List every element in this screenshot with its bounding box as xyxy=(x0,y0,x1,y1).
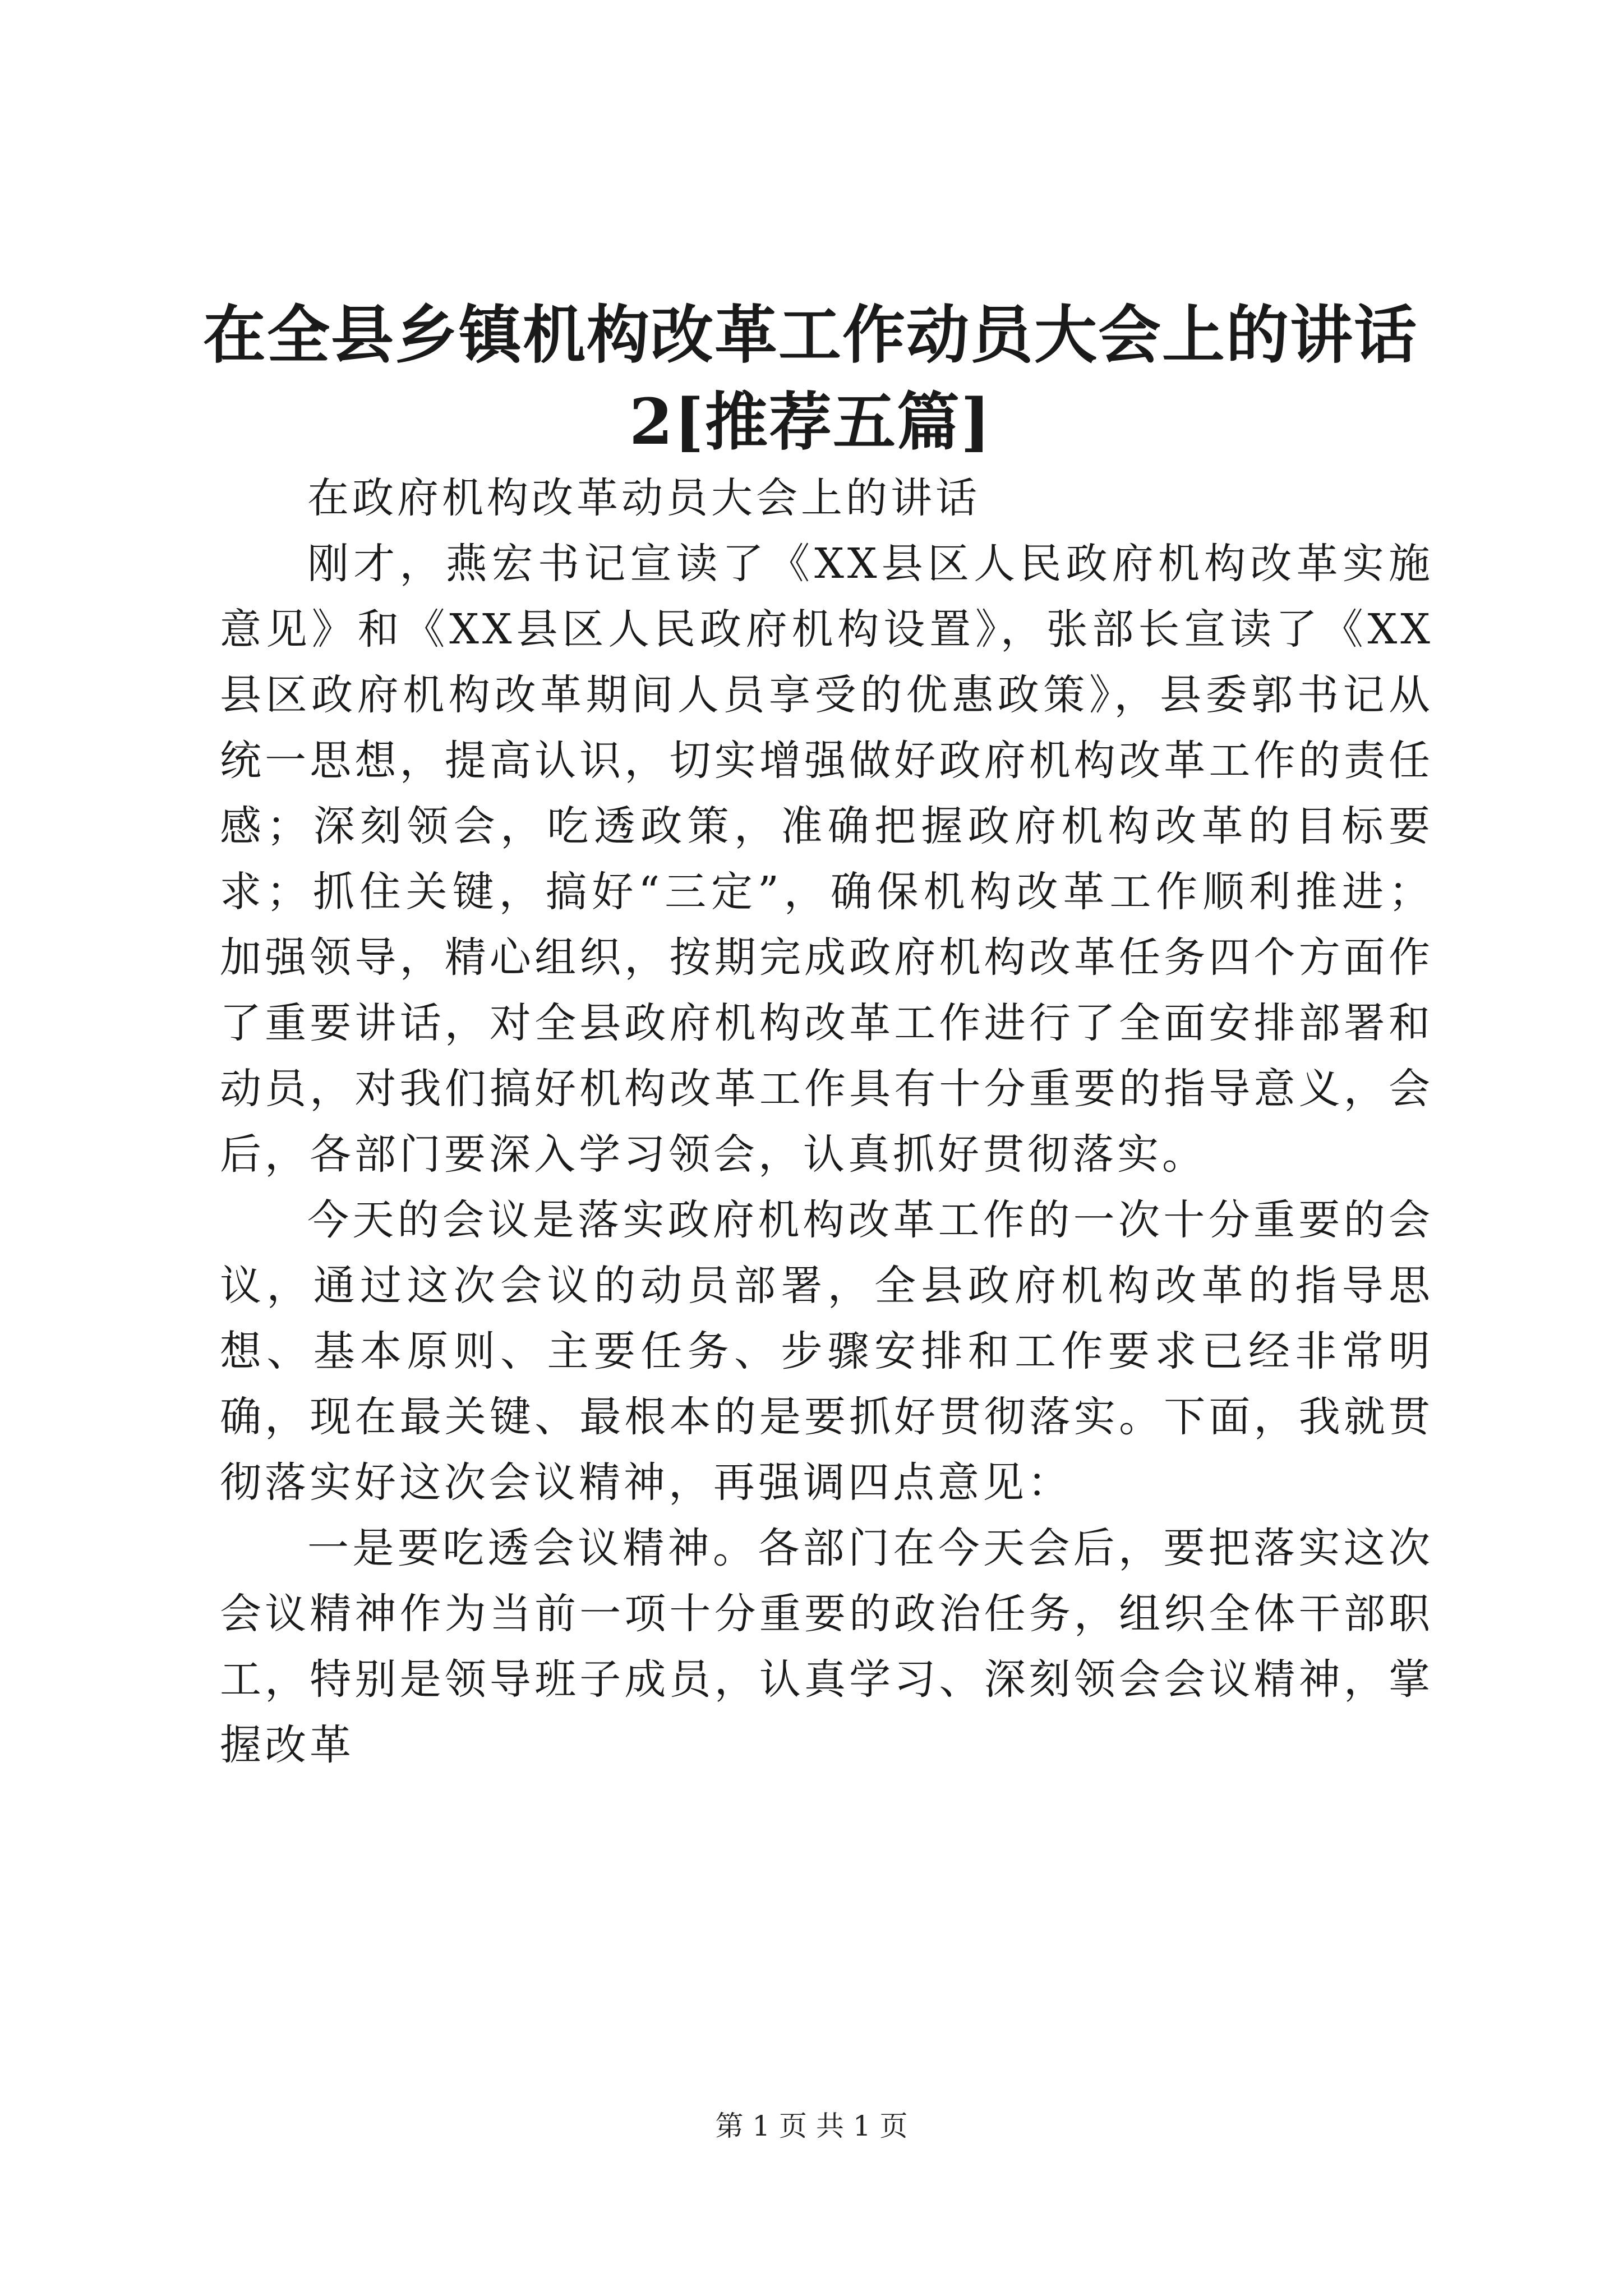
title-line-1: 在全县乡镇机构改革工作动员大会上的讲话 xyxy=(203,298,1418,372)
paragraph: 刚才，燕宏书记宣读了《XX县区人民政府机构改革实施意见》和《XX县区人民政府机构设置》，张部长宣读了《XX县区政府机构改革期间人员享受的优惠政策》，县委郭书记从统一思想，提高认识，切实增强做好政府机构改革工作的责任感；深刻领会，吃透政策，准确把握政府机构改革的目标要求；抓住关键，搞好“三定”，确保机构改革工作顺利推进；加强领导，精心组织，按期完成政府机构改革任务四个方面作了重要讲话，对全县政府机构改革工作进行了全面安排部署和动员，对我们搞好机构改革工作具有十分重要的指导意义，会后，各部门要深入学习领会，认真抓好贯彻落实。 xyxy=(220,540,1433,1179)
paragraph-heading: 在政府机构改革动员大会上的讲话 xyxy=(307,474,980,522)
page-number-footer: 第 1 页 共 1 页 xyxy=(715,2110,908,2142)
paragraph: 一是要吃透会议精神。各部门在今天会后，要把落实这次会议精神作为当前一项十分重要的政治任务，组织全体干部职工，特别是领导班子成员，认真学习、深刻领会会议精神，掌握改革 xyxy=(220,1524,1433,1769)
document-title xyxy=(202,292,1419,466)
paragraph: 今天的会议是落实政府机构改革工作的一次十分重要的会议，通过这次会议的动员部署，全县政府机构改革的指导思想、基本原则、主要任务、步骤安排和工作要求已经非常明确，现在最关键、最根本的是要抓好贯彻落实。下面，我就贯彻落实好这次会议精神，再强调四点意见： xyxy=(220,1196,1433,1507)
title-line-2: 2[推荐五篇] xyxy=(629,385,992,459)
document-body xyxy=(220,466,1433,1778)
